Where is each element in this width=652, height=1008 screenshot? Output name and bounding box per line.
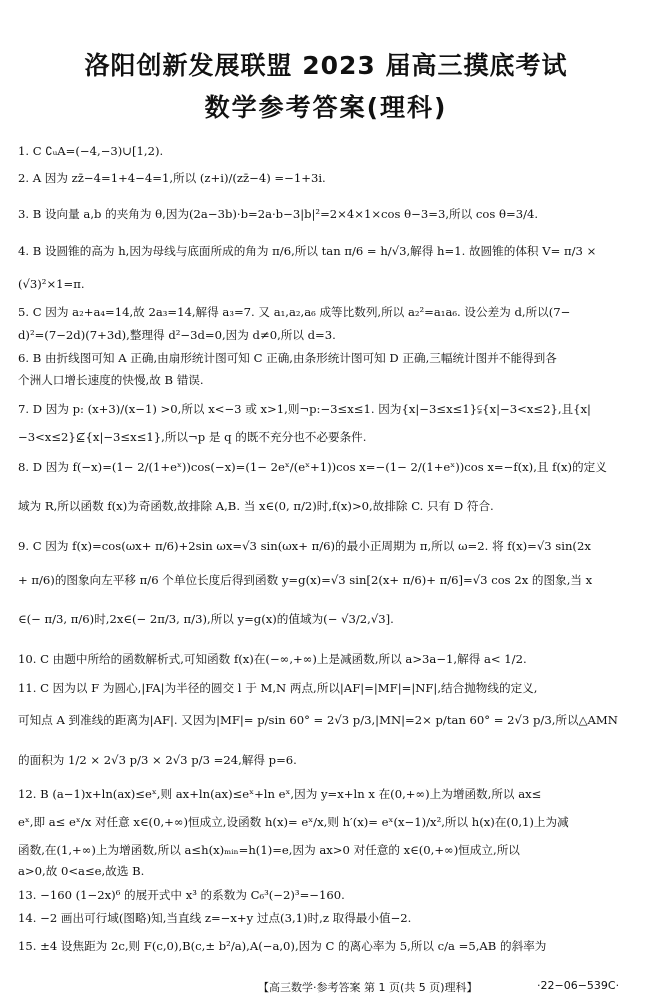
- document-subtitle: 数学参考答案(理科): [204, 93, 448, 122]
- answer-line: 15. ±4 设焦距为 2c,则 F(c,0),B(c,± b²/a),A(−a,0),因为 C 的离心率为 5,所以 c/a =5,AB 的斜率为: [18, 939, 547, 953]
- answer-line: eˣ,即 a≤ eˣ/x 对任意 x∈(0,+∞)恒成立,设函数 h(x)= eˣ/x,则 h′(x)= eˣ(x−1)/x²,所以 h(x)在(0,1)上为减: [18, 815, 569, 829]
- answer-line: 4. B 设圆锥的高为 h,因为母线与底面所成的角为 π/6,所以 tan π/6 = h/√3,解得 h=1. 故圆锥的体积 V= π/3 ×: [18, 244, 597, 258]
- answer-line: 的面积为 1/2 × 2√3 p/3 × 2√3 p/3 =24,解得 p=6.: [18, 753, 297, 767]
- answer-line: 14. −2 画出可行域(图略)知,当直线 z=−x+y 过点(3,1)时,z 取得最小值−2.: [18, 911, 412, 925]
- answer-line: 10. C 由题中所给的函数解析式,可知函数 f(x)在(−∞,+∞)上是减函数,所以 a>3a−1,解得 a< 1/2.: [18, 652, 527, 666]
- answer-line: 2. A 因为 zz̄−4=1+4−4=1,所以 (z+i)/(zz̄−4) =−1+3i.: [18, 171, 326, 185]
- answer-line: 5. C 因为 a₂+a₄=14,故 2a₃=14,解得 a₃=7. 又 a₁,a₂,a₆ 成等比数列,所以 a₂²=a₁a₆. 设公差为 d,所以(7−: [18, 305, 571, 319]
- answer-line: 11. C 因为以 F 为圆心,|FA|为半径的圆交 l 于 M,N 两点,所以|AF|=|MF|=|NF|,结合抛物线的定义,: [18, 681, 538, 695]
- answer-line: 7. D 因为 p: (x+3)/(x−1) >0,所以 x<−3 或 x>1,则¬p:−3≤x≤1. 因为{x|−3≤x≤1}⫋{x|−3<x≤2},且{x|: [18, 402, 591, 416]
- answer-line: d)²=(7−2d)(7+3d),整理得 d²−3d=0,因为 d≠0,所以 d=3.: [18, 328, 336, 342]
- answer-line: 12. B (a−1)x+ln(ax)≤eˣ,则 ax+ln(ax)≤eˣ+ln eˣ,因为 y=x+ln x 在(0,+∞)上为增函数,所以 ax≤: [18, 787, 542, 801]
- answer-line: 3. B 设向量 a,b 的夹角为 θ,因为(2a−3b)·b=2a·b−3|b|²=2×4×1×cos θ−3=3,所以 cos θ=3/4.: [18, 207, 539, 221]
- answer-line: ∈(− π/3, π/6)时,2x∈(− 2π/3, π/3),所以 y=g(x)的值域为(− √3/2,√3].: [18, 612, 394, 626]
- answer-line: −3<x≤2}⊈{x|−3≤x≤1},所以¬p 是 q 的既不充分也不必要条件.: [18, 430, 367, 444]
- answer-line: 6. B 由折线图可知 A 正确,由扇形统计图可知 C 正确,由条形统计图可知 D 正确,三幅统计图并不能得到各: [18, 351, 557, 365]
- answer-line: 9. C 因为 f(x)=cos(ωx+ π/6)+2sin ωx=√3 sin(ωx+ π/6)的最小正周期为 π,所以 ω=2. 将 f(x)=√3 sin(2x: [18, 539, 591, 553]
- answer-line: 可知点 A 到准线的距离为|AF|. 又因为|MF|= p/sin 60° = 2√3 p/3,|MN|=2× p/tan 60° = 2√3 p/3,所以△AMN: [18, 713, 618, 727]
- answer-line: (√3)²×1=π.: [18, 277, 85, 291]
- answer-line: 8. D 因为 f(−x)=(1− 2/(1+eˣ))cos(−x)=(1− 2eˣ/(eˣ+1))cos x=−(1− 2/(1+eˣ))cos x=−f(x),且 f(x)的定义: [18, 460, 607, 474]
- answer-line: + π/6)的图象向左平移 π/6 个单位长度后得到函数 y=g(x)=√3 sin[2(x+ π/6)+ π/6]=√3 cos 2x 的图象,当 x: [18, 573, 593, 587]
- answer-line: 函数,在(1,+∞)上为增函数,所以 a≤h(x)ₘᵢₙ=h(1)=e,因为 ax>0 对任意的 x∈(0,+∞)恒成立,所以: [18, 843, 520, 857]
- answer-line: 域为 R,所以函数 f(x)为奇函数,故排除 A,B. 当 x∈(0, π/2)时,f(x)>0,故排除 C. 只有 D 符合.: [18, 499, 494, 513]
- page-footer: [0, 979, 652, 997]
- answer-line: 1. C ∁ᵤA=(−4,−3)∪[1,2).: [18, 144, 164, 158]
- answer-line: a>0,故 0<a≤e,故选 B.: [18, 864, 145, 878]
- answer-line: 个洲人口增长速度的快慢,故 B 错误.: [18, 373, 204, 387]
- document-title: 洛阳创新发展联盟 2023 届高三摸底考试: [84, 51, 568, 80]
- answer-line: 13. −160 (1−2x)⁶ 的展开式中 x³ 的系数为 C₆³(−2)³=−160.: [18, 888, 345, 902]
- footer-code: ·22−06−539C·: [537, 979, 620, 992]
- footer-page-info: 【高三数学·参考答案 第 1 页(共 5 页)理科】: [258, 981, 478, 994]
